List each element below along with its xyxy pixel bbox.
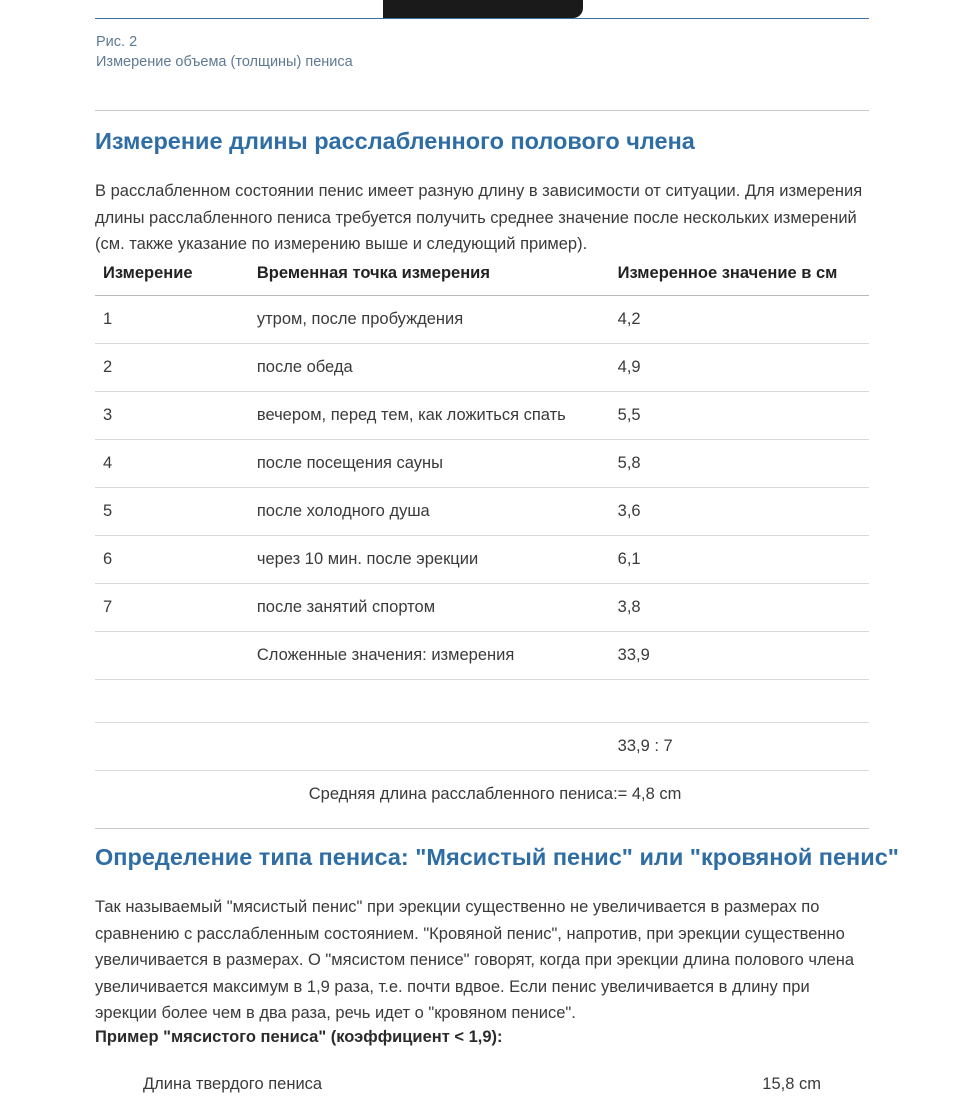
cell-average-value: = 4,8 cm <box>617 785 682 803</box>
cell-timepoint: через 10 мин. после эрекции <box>257 536 618 584</box>
cell-value: 3,8 <box>618 584 869 632</box>
table-row <box>95 1063 869 1106</box>
cell-timepoint: после обеда <box>257 344 618 392</box>
table-row-sum <box>95 632 869 680</box>
table-row <box>95 344 869 392</box>
cell-index: 6 <box>95 536 257 584</box>
table-header-timepoint: Временная точка измерения <box>257 264 618 296</box>
cell-example-label: Длина твердого пениса <box>143 1075 323 1093</box>
divider-section-2 <box>95 828 869 829</box>
cell-sum-label: Сложенные значения: измерения <box>257 632 618 680</box>
cell-empty <box>95 680 257 723</box>
cell-timepoint: утром, после пробуждения <box>257 296 618 344</box>
table-row-spacer <box>95 680 869 723</box>
section-2-title: Определение типа пениса: "Мясистый пенис" или "кровяной пенис" <box>95 844 899 870</box>
divider-top <box>95 18 869 19</box>
figure-caption-number: Рис. 2 <box>96 34 138 50</box>
figure-image-crop <box>0 0 964 18</box>
table-row <box>95 584 869 632</box>
table-header-measurement: Измерение <box>95 264 257 296</box>
cell-index: 3 <box>95 392 257 440</box>
example-table <box>95 1063 869 1106</box>
cell-average-label: Средняя длина расслабленного пениса: <box>308 785 618 803</box>
cell-division: 33,9 : 7 <box>618 723 869 771</box>
cell-index: 1 <box>95 296 257 344</box>
cell-timepoint: после холодного душа <box>257 488 618 536</box>
table-row-division <box>95 723 869 771</box>
cell-timepoint: вечером, перед тем, как ложиться спать <box>257 392 618 440</box>
cell-index: 5 <box>95 488 257 536</box>
table-header-row <box>95 264 869 296</box>
cell-empty <box>257 723 618 771</box>
figure-shape-stem <box>383 0 405 18</box>
cell-empty <box>95 723 257 771</box>
cell-value: 5,8 <box>618 440 869 488</box>
figure-caption-text: Измерение объема (толщины) пениса <box>96 54 353 70</box>
cell-empty <box>95 632 257 680</box>
figure-caption <box>96 32 796 72</box>
cell-index: 7 <box>95 584 257 632</box>
cell-empty <box>257 680 618 723</box>
table-row-average <box>95 771 869 819</box>
section-1-title: Измерение длины расслабленного полового члена <box>95 128 695 154</box>
cell-empty <box>95 771 257 819</box>
table-row <box>95 440 869 488</box>
example-heading: Пример "мясистого пениса" (коэффициент < 1,9): <box>95 1028 503 1046</box>
cell-value: 6,1 <box>618 536 869 584</box>
cell-index: 4 <box>95 440 257 488</box>
table-row <box>95 488 869 536</box>
table-header-value: Измеренное значение в см <box>618 264 869 296</box>
table-row <box>95 536 869 584</box>
cell-timepoint: после посещения сауны <box>257 440 618 488</box>
cell-sum-value: 33,9 <box>618 632 869 680</box>
cell-timepoint: после занятий спортом <box>257 584 618 632</box>
figure-shape <box>383 0 583 18</box>
table-row <box>95 296 869 344</box>
section-2-paragraph: Так называемый "мясистый пенис" при эрекции существенно не увеличивается в размерах по сравнению с расслабленным состоянием. "Кровяной пенис", напротив, при эрекции существенно увеличивается в размерах. О "мясистом пенисе" говорят, когда при эрекции длина полового члена увеличивается максимум в 1,9 раза, т.е. почти вдвое. Если пенис увеличивается в длину при эрекции более чем в два раза, речь идет о "кровяном пенисе". <box>95 898 855 1022</box>
cell-empty <box>618 680 869 723</box>
table-row <box>95 392 869 440</box>
cell-value: 5,5 <box>618 392 869 440</box>
section-1-intro-paragraph: В расслабленном состоянии пенис имеет разную длину в зависимости от ситуации. Для измерения длины расслабленного пениса требуется получить среднее значение после нескольких измерений (см. также указание по измерению выше и следующий пример). <box>95 182 863 253</box>
cell-index: 2 <box>95 344 257 392</box>
cell-example-value: 15,8 cm <box>762 1075 821 1093</box>
divider-section-1 <box>95 110 869 111</box>
cell-value: 4,2 <box>618 296 869 344</box>
measurement-table <box>95 264 869 818</box>
cell-value: 4,9 <box>618 344 869 392</box>
cell-value: 3,6 <box>618 488 869 536</box>
